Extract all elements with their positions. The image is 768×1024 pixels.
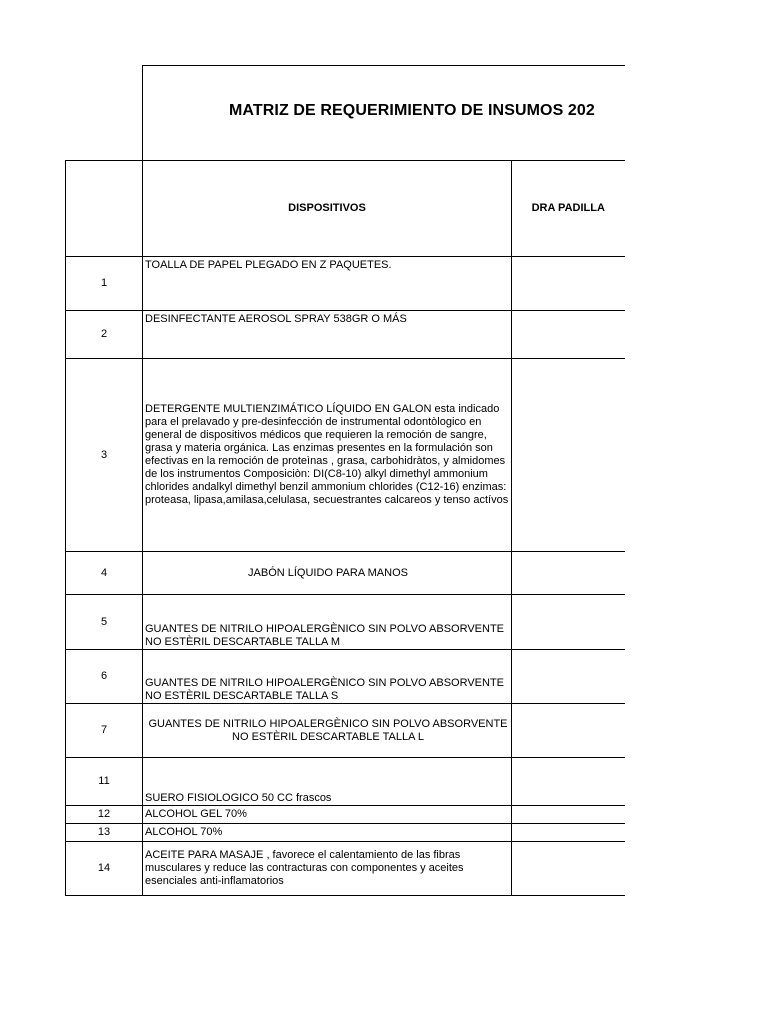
- table-row: [66, 595, 625, 650]
- dra-padilla-cell[interactable]: [512, 842, 625, 896]
- dra-padilla-cell[interactable]: [512, 704, 625, 758]
- row-description[interactable]: DETERGENTE MULTIENZIMÁTICO LÍQUIDO EN GALON esta indicado para el prelavado y pre-desinfección de instrumental odontòlogico en general de dispositivos médicos que requieren la remoción de sangre, grasa y materia orgánica. Las enzimas presentes en la formulación son efectivas en la remoción de proteìnas , grasa, carbohidràtos, y almidomes de los instrumentos Composiciòn: DI(C8-10) alkyl dimethyl ammonium chlorides andalkyl dimethyl benzil ammonium chlorides (C12-16) enzimas: proteasa, lipasa,amilasa,celulasa, secuestrantes calcareos y tenso actívos: [143, 359, 512, 552]
- header-row: [66, 161, 625, 257]
- requirements-table: [65, 160, 625, 896]
- dra-padilla-cell[interactable]: [512, 806, 625, 824]
- table-row: [66, 704, 625, 758]
- table-row: [66, 758, 625, 806]
- table-row: [66, 311, 625, 359]
- table-row: [66, 806, 625, 824]
- row-number[interactable]: 4: [66, 552, 143, 595]
- table-row: [66, 824, 625, 842]
- row-number[interactable]: 5: [66, 595, 143, 650]
- row-number[interactable]: 1: [66, 257, 143, 311]
- row-description[interactable]: SUERO FISIOLOGICO 50 CC frascos: [143, 758, 512, 806]
- document-title: MATRIZ DE REQUERIMIENTO DE INSUMOS 202: [229, 102, 595, 119]
- row-number[interactable]: 3: [66, 359, 143, 552]
- dra-padilla-cell[interactable]: [512, 595, 625, 650]
- dra-padilla-cell[interactable]: [512, 650, 625, 704]
- row-description[interactable]: JABÓN LÍQUIDO PARA MANOS: [143, 552, 512, 595]
- row-number[interactable]: 13: [66, 824, 143, 842]
- row-number[interactable]: 7: [66, 704, 143, 758]
- dra-padilla-header[interactable]: DRA PADILLA: [512, 161, 625, 257]
- title-area: [142, 65, 625, 162]
- table-row: [66, 842, 625, 896]
- row-number[interactable]: 12: [66, 806, 143, 824]
- row-description[interactable]: GUANTES DE NITRILO HIPOALERGÈNICO SIN POLVO ABSORVENTE NO ESTÈRIL DESCARTABLE TALLA L: [143, 704, 512, 758]
- row-number[interactable]: 2: [66, 311, 143, 359]
- dra-padilla-cell[interactable]: [512, 257, 625, 311]
- table-row: [66, 650, 625, 704]
- row-description[interactable]: ALCOHOL 70%: [143, 824, 512, 842]
- table-row: [66, 552, 625, 595]
- dra-padilla-cell[interactable]: [512, 824, 625, 842]
- dra-padilla-cell[interactable]: [512, 552, 625, 595]
- number-header-cell[interactable]: [66, 161, 143, 257]
- row-description[interactable]: GUANTES DE NITRILO HIPOALERGÈNICO SIN POLVO ABSORVENTE NO ESTÈRIL DESCARTABLE TALLA S: [143, 650, 512, 704]
- row-description[interactable]: GUANTES DE NITRILO HIPOALERGÈNICO SIN POLVO ABSORVENTE NO ESTÈRIL DESCARTABLE TALLA M: [143, 595, 512, 650]
- row-description[interactable]: ALCOHOL GEL 70%: [143, 806, 512, 824]
- table-row: [66, 257, 625, 311]
- dra-padilla-cell[interactable]: [512, 758, 625, 806]
- row-number[interactable]: 6: [66, 650, 143, 704]
- row-description[interactable]: DESINFECTANTE AEROSOL SPRAY 538GR O MÁS: [143, 311, 512, 359]
- dra-padilla-cell[interactable]: [512, 359, 625, 552]
- row-description[interactable]: TOALLA DE PAPEL PLEGADO EN Z PAQUETES.: [143, 257, 512, 311]
- table-row: [66, 359, 625, 552]
- dra-padilla-cell[interactable]: [512, 311, 625, 359]
- row-number[interactable]: 14: [66, 842, 143, 896]
- row-number[interactable]: 11: [66, 758, 143, 806]
- row-description[interactable]: ACEITE PARA MASAJE , favorece el calentamiento de las fibras musculares y reduce las contracturas con componentes y aceites esenciales anti-inflamatorios: [143, 842, 512, 896]
- dispositivos-header[interactable]: DISPOSITIVOS: [143, 161, 512, 257]
